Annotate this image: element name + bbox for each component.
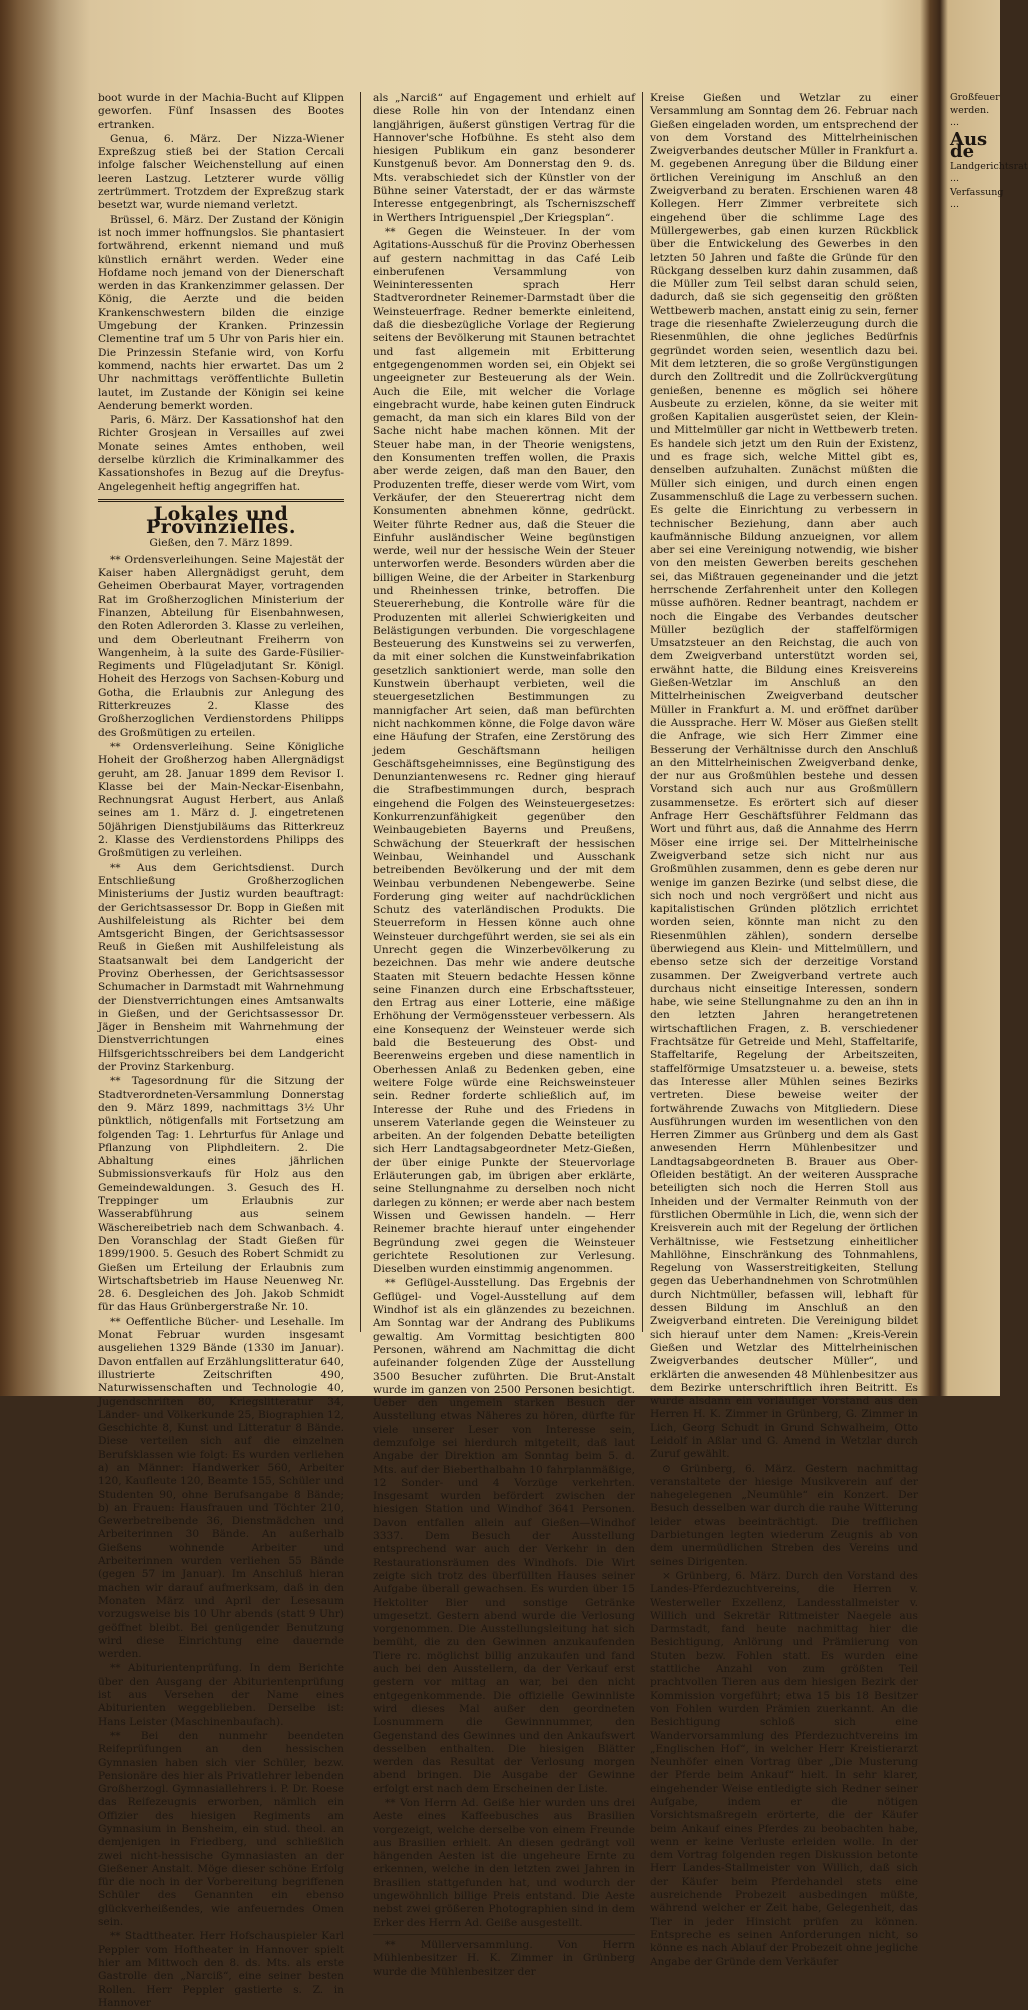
article-divider bbox=[373, 1934, 635, 1935]
binding-shadow bbox=[0, 0, 90, 1396]
column-rule bbox=[642, 92, 643, 1332]
article-text: ** Oeffentliche Bücher- und Lesehalle. Im Monat Februar wurden insgesamt ausgeliehen 1329 Bände (1330 im Januar). Davon entfallen auf Erzählungslitteratur 640, illustrierte Zeitschriften 490, Naturwissenschaften und Technologie 40, Jugendschriften 80, Kriegslitteratur 34, Länder- und Völkerkunde 25, Biographien 12, Geschichte 8, Kunst und Litteratur 8 Bände. Diese verteilen sich auf die einzelnen Berufsklassen wie folgt: Es wurden verliehen a) an Männer: Handwerker 560, Arbeiter 120, Kaufleute 120, Beamte 155, Schüler und Studenten 90, ohne Berufsangabe 8 Bände; b) an Frauen: Hausfrauen und Töchter 210, Gewerbetreibende 36, Dienstmädchen und Arbeiterinnen 30 Bände. An außerhalb Gießens wohnende Arbeiter und Arbeiterinnen wurden verliehen 55 Bände (gegen 57 im Januar). Im Anschluß hieran machen wir darauf aufmerksam, daß in den Monaten März und April der Lesesaum vorzugsweise bis 10 Uhr abends (statt 9 Uhr) geöffnet bleibt. Bei genügender Benutzung wird diese Einrichtung eine dauernde werden. bbox=[98, 1315, 344, 1661]
article-text: ** Ordensverleihungen. Seine Majestät der Kaiser haben Allergnädigst geruht, dem Geheimen Oberbaurat Mayer, vortragenden Rat im Großherzoglichen Ministerium der Finanzen, Abteilung für Eisenbahnwesen, den Roten Adlerorden 3. Klasse zu verleihen, und dem Oberleutnant Freiherrn von Wangenheim, à la suite des Garde-Füsilier-Regiments und Flügeladjutant Sr. Königl. Hoheit des Herzogs von Sachsen-Koburg und Gotha, die Erlaubnis zur Anlegung des Ritterkreuzes 2. Klasse des Großherzoglichen Verdienstordens Philipps des Großmütigen zu erteilen. bbox=[98, 553, 344, 739]
article-text: ** Aus dem Gerichtsdienst. Durch Entschließung Großherzoglichen Ministeriums der Justiz wurden beauftragt: der Gerichtsassessor Dr. Bopp in Gießen mit Aushilfeleistung als Richter bei dem Amtsgericht Bingen, der Gerichtsassessor Reuß in Gießen mit Aushilfeleistung als Staatsanwalt bei dem Landgericht der Provinz Oberhessen, der Gerichtsassessor Schumacher in Darmstadt mit Wahrnehmung der Dienstverrichtungen eines Amtsanwalts in Gießen, und der Gerichtsassessor Dr. Jäger in Bensheim mit Wahrnehmung der Dienstverrichtungen eines Hilfsgerichtsschreibers bei dem Landgericht der Provinz Starkenburg. bbox=[98, 861, 344, 1074]
article-text: ** Tagesordnung für die Sitzung der Stadtverordneten-Versammlung Donnerstag den 9. März 1899, nachmittags 3½ Uhr pünktlich, nötigenfalls mit Fortsetzung am folgenden Tag: 1. Lehrturfus für Anlage und Pflanzung von Pliphdleitern. 2. Die Abhaltung eines jährlichen Submissionsverkaufs für Holz aus den Gemeindewaldungen. 3. Gesuch des H. Treppinger um Erlaubnis zur Wasserabführung aus seinem Wäschereibetrieb nach dem Schwanbach. 4. Den Voranschlag der Stadt Gießen für 1899/1900. 5. Gesuch des Robert Schmidt zu Gießen um Erteilung der Erlaubnis zum Wirtschaftsbetrieb im Hause Neuenweg Nr. 28. 6. Desgleichen des Joh. Jakob Schmidt für das Haus Grünbergerstraße Nr. 10. bbox=[98, 1075, 344, 1314]
column-4-next-page bbox=[950, 92, 1028, 1382]
section-title: Lokales und Provinzielles. bbox=[146, 502, 296, 539]
article-text: ** Müllerversammlung. Von Herrn Mühlenbesitzer H. K. Zimmer in Grünberg wurde die Mühlenbesitzer der bbox=[373, 1938, 635, 1978]
article-text: ** Ordensverleihung. Seine Königliche Hoheit der Großherzog haben Allergnädigst geruht, am 28. Januar 1899 dem Revisor I. Klasse bei der Main-Neckar-Eisenbahn, Rechnungsrat August Herbert, aus Anlaß seines am 1. März d. J. eingetretenen 50jährigen Dienstjubiläums das Ritterkreuz 2. Klasse des Verdienstordens Philipps des Großmütigen zu verleihen. bbox=[98, 740, 344, 860]
article-text: Kreise Gießen und Wetzlar zu einer Versammlung am Sonntag dem 26. Februar nach Gießen eingeladen worden, um entsprechend der von dem Vorstand des Mittelrheinischen Zweigverbandes deutscher Müller in Frankfurt a. M. gegebenen Anregung über die Bildung einer örtlichen Vereinigung im Anschluß an den Zweigverband zu beraten. Erschienen waren 48 Kollegen. Herr Zimmer verbreitete sich eingehend über die schlimme Lage des Müllergewerbes, gab einen kurzen Rückblick über die Entwickelung des Gewerbes in den letzten 50 Jahren und faßte die Gründe für den Rückgang desselben kurz dahin zusammen, daß die Müller zum Teil selbst daran schuld seien, dadurch, daß sie sich gegenseitig den größten Wettbewerb machen, anstatt einig zu sein, ferner trage die riesenhafte Zwielerzeugung durch die Riesenmühlen, die ohne jegliches Bedürfnis gegründet worden seien, wesentlich dazu bei. Mit dem letzteren, die so große Vergünstigungen durch den Zolltredit und die Zollrückvergütung genießen, benenne es möglich sei höhere Ausbeute zu erzielen, könne, da sie weiter mit großen Kapitalien ausgerüstet seien, der Klein- und Mittelmüller gar nicht in Wettbewerb treten. Es handele sich jetzt um den Ruin der Existenz, und es frage sich, welche Mittel gibt es, denselben aufzuhalten. Zunächst müßten die Müller sich einigen, und durch einen engen Zusammenschluß die Lage zu verbessern suchen. Es gelte die Einrichtung zu verbessern in technischer Beziehung, dann aber auch kaufmännische Bildung anzueignen, vor allem aber sei eine Vereinigung notwendig, wie bisher von den meisten Gewerben bereits geschehen sei, das Mißtrauen gegeneinander und die jetzt herrschende Zerfahrenheit unter den Kollegen müsse aufhören. Redner beantragt, nachdem er noch die Eingabe des Verbandes deutscher Müller bezüglich der staffelförmigen Umsatzsteuer an den Reichstag, die auch von dem Zweigverband unterstützt worden sei, erwähnt hatte, die Bildung eines Kreisvereins Gießen-Wetzlar im Anschluß an den Mittelrheinischen Zweigverband deutscher Müller in Frankfurt a. M. und eröffnet darüber die Aussprache. Herr W. Möser aus Gießen stellt die Anfrage, wie sich Herr Zimmer eine Besserung der Verhältnisse durch den Anschluß an den Mittelrheinischen Zweigverband denke, der nur aus Großmühlen bestehe und dessen Vorstand sich auch nur aus Großmüllern zusammensetze. Es erörtert sich auf dieser Anfrage Herr Geschäftsführer Feldmann das Wort und führt aus, daß die Annahme des Herrn Möser eine irrige sei. Der Mittelrheinische Zweigverband setze sich nicht nur aus Großmühlen zusammen, denn es gebe deren nur wenige im ganzen Bezirke (und selbst diese, die sich noch und noch vergrößert und nicht aus kapitalistischen Gründen plötzlich errichtet worden seien, könnte man nicht zu den Riesenmühlen zählen), sondern derselbe überwiegend aus Klein- und Mittelmüllern, und ebenso setze sich der derzeitige Vorstand zusammen. Der Zweigverband vertrete auch durchaus nicht einseitige Interessen, sondern habe, wie seine Stellungnahme zu den an ihn in den letzten Jahren herangetretenen wirtschaftlichen Fragen, z. B. verschiedener Frachtsätze für Getreide und Mehl, Staffeltarife, Staffeltarife, Regelung der Arbeitszeiten, staffelförmige Umsatzsteuer u. a. beweise, stets das Interesse aller Mühlen seines Bezirks vertreten. Diese beweise weiter der fortwährende Zuwachs von Mitgliedern. Diese Ausführungen wurden im wesentlichen von den Herren Zimmer aus Grünberg und dem als Gast anwesenden Herrn Mühlenbesitzer und Landtagsabgeordneten B. Brauer aus Ober-Ofleiden bestätigt. An der weiteren Aussprache beteiligten sich noch die Herren Stoll aus Inheiden und der Vermalter Reinmuth von der fürstlichen Obermühle in Lich, die, wenn sich der Kreisverein auch mit der Regelung der örtlichen Verhältnisse, wie Festsetzung einheitlicher Mahllöhne, Einschränkung des Tohnmahlens, Regelung von Wasserstreitigkeiten, Stellung gegen das Ueberhandnehmen von Schrotmühlen durch Nichtmüller, befassen will, lebhaft für dessen Bildung im Anschluß an den Zweigverband eintreten. Die Vereinigung bildet sich hierauf unter dem Namen: „Kreis-Verein Gießen und Wetzlar des Mittelrheinischen Zweigverbandes deutscher Müller“, und erklärten die anwesenden 48 Mühlenbesitzer aus dem Bezirke unterschriftlich ihren Beitritt. Es wurde alsdann ein vorläufiger Vorstand aus den Herren H. K. Zimmer in Grünberg, G. Zimmer in Lich, Georg Schudt in Grund Schwalheim, Otto Leidolf in Aßlar und G. Amend in Wetzlar durch Zuruf gewählt. bbox=[650, 92, 918, 1461]
section-title: Aus de bbox=[950, 128, 988, 162]
article-text: ** Abiturientenprüfung. In dem Berichte über den Ausgang der Abiturientenprüfung ist aus Versehen der Name eines Abiturienten weggeblieben. Derselbe ist: Hans Leister (Maschinenbaufach). bbox=[98, 1662, 344, 1728]
column-3 bbox=[650, 92, 918, 1968]
article-text: ** Von Herrn Ad. Geiße hier wurden uns drei Aeste eines Kaffeebusches aus Brasilien vorgezeigt, welche derselbe von einem Freunde aus Brasilien erhielt. An diesen gedrängt voll hängenden Aesten ist die ungeheure Ernte zu erkennen, welche in den letzten zwei Jahren in Brasilien stattgefunden hat, und wodurch der ungewöhnlich billige Preis entstand. Die Aeste nebst zwei größeren Photographien sind in dem Erker des Herrn Ad. Geiße ausgestellt. bbox=[373, 1797, 635, 1929]
article-text: Genua, 6. März. Der Nizza-Wiener Expreßzug stieß bei der Station Cercali infolge falscher Weichenstellung auf einen leeren Lastzug. Letzterer wurde völlig zertrümmert. Trotzdem der Expreßzug stark besetzt war, wurde niemand verletzt. bbox=[98, 132, 344, 212]
article-text: ** Gegen die Weinsteuer. In der vom Agitations-Ausschuß für die Provinz Oberhessen auf gestern nachmittag in das Café Leib einberufenen Versammlung von Weininteressenten sprach Herr Stadtverordneter Reinemer-Darmstadt über die Weinsteuerfrage. Redner bemerkte einleitend, daß die diesbezügliche Vorlage der Regierung seitens der Bevölkerung mit Staunen betrachtet und fast allgemein mit Erbitterung entgegengenommen worden sei, ein Objekt sei ungeeigneter zur Besteuerung als der Wein. Auch die Eile, mit welcher die Vorlage eingebracht wurde, habe keinen guten Eindruck gemacht, da man sich ein klares Bild von der Sache nicht habe machen können. Mit der Steuer habe man, in der Theorie wenigstens, den Konsumenten treffen wollen, die Praxis aber werde zeigen, daß man den Bauer, den Produzenten treffe, dieser werde vom Wirt, vom Verkäufer, der den Steuerertrag nicht dem Konsumenten abnehmen könne, gedrückt. Weiter führte Redner aus, daß die Steuer die Einfuhr ausländischer Weine begünstigen werde, weil nur der hessische Wein der Steuer unterworfen werde. Besonders würden aber die billigen Weine, die der Arbeiter in Starkenburg und Rheinhessen trinke, betroffen. Die Steuererhebung, die Kontrolle wäre für die Produzenten mit allerlei Schwierigkeiten und Belästigungen verbunden. Die vorgeschlagene Besteuerung des Kunstweins sei zu verwerfen, da mit einer solchen die Kunstweinfabrikation gesetzlich sanktioniert werde, man solle den Kunstwein überhaupt verbieten, weil die steuergesetzlichen Bestimmungen zu mannigfacher Art seien, daß man befürchten nicht nachkommen könne, die Folge davon wäre eine Häufung der Strafen, eine Zerstörung des jedem Geschäftsmann heiligen Geschäftsgeheimnisses, eine Begünstigung des Denunziantenwesens rc. Redner ging hierauf die Strafbestimmungen durch, besprach eingehend die Folgen des Weinsteuergesetzes: Konkurrenzunfähigkeit gegenüber den Weinbaugebieten Bayerns und Preußens, Schwächung der Steuerkraft der hessischen Weinbau, Weinhandel und Ausschank betreibenden Bevölkerung und der mit dem Weinbau verbundenen Nebengewerbe. Seine Forderung ging weiter auf nachdrücklichen Schutz des vaterländischen Produkts. Die Steuerreform in Hessen könne auch ohne Weinsteuer durchgeführt werden, sie sei als ein Unrecht gegen die Winzerbevölkerung zu bezeichnen. Das mehr wie andere deutsche Staaten mit Steuern bedachte Hessen könne seine Finanzen durch eine Erbschaftssteuer, den Ertrag aus einer Lotterie, eine mäßige Erhöhung der Vermögenssteuer verbessern. Als eine Konsequenz der Weinsteuer werde sich bald die Besteuerung des Obst- und Beerenweins ergeben und diese namentlich in Oberhessen Anlaß zu Bedenken geben, eine weitere Folge würde eine Reichsweinsteuer sein. Redner forderte schließlich auf, im Interesse der Ruhe und des Friedens in unserem Vaterlande gegen die Weinsteuer zu arbeiten. An der folgenden Debatte beteiligten sich Herr Landtagsabgeordneter Metz-Gießen, der über einige Punkte der Steuervorlage Erläuterungen gab, im übrigen aber erklärte, seine Stellungnahme zu derselben noch nicht darlegen zu können; er werde aber nach bestem Wissen und Gewissen handeln. — Herr Reinemer brachte hierauf unter eingehender Begründung zwei gegen die Weinsteuer gerichtete Resolutionen zur Verlesung. Dieselben wurden einstimmig angenommen. bbox=[373, 225, 635, 1276]
article-text: ** Bei den nunmehr beendeten Reifeprüfungen an den hessischen Gymnasien haben sich vier Schüler, bezw. Pensionäre des hier als Privatlehrer lebenden Großherzogl. Gymnasiallehrers i. P. Dr. Roese das Reifezeugnis erworben, nämlich ein Offizier des hiesigen Regiments am Gymnasium in Bensheim, ein stud. theol. an demjenigen in Friedberg, und schließlich zwei nicht-hessische Gymnasiasten an der Gießener Anstalt. Möge dieser schöne Erfolg für die noch in der Vorbereitung begriffenen Schüler des Genannten ein ebenso glückverheißendes, wie anfeuerndes Omen sein. bbox=[98, 1729, 344, 1929]
article-text: boot wurde in der Machia-Bucht auf Klippen geworfen. Fünf Insassen des Bootes ertranken. bbox=[98, 92, 344, 131]
column-2 bbox=[373, 92, 635, 1978]
article-text: als „Narciß“ auf Engagement und erhielt auf diese Rolle hin von der Intendanz einen langjährigen, äußerst günstigen Vertrag für die Hannover'sche Hofbühne. Es steht also dem hiesigen Publikum ein ganz besonderer Kunstgenuß bevor. Am Donnerstag den 9. ds. Mts. verabschiedet sich der Künstler von der Bühne seiner Vaterstadt, der er das wärmste Interesse entgegenbringt, als Tscherniszscheff in Werthers Intriguenspiel „Der Kriegsplan“. bbox=[373, 92, 635, 224]
article-text: Brüssel, 6. März. Der Zustand der Königin ist noch immer hoffnungslos. Sie phantasiert fortwährend, erkennt niemand und muß künstlich ernährt werden. Weder eine Hofdame noch jemand von der Dienerschaft werden in das Krankenzimmer gelassen. Der König, die Aerzte und die beiden Krankenschwestern bilden die einzige Umgebung der Kranken. Prinzessin Clementine traf um 5 Uhr von Paris hier ein. Die Prinzessin Stefanie wird, von Korfu kommend, nachts hier erwartet. Das um 2 Uhr nachmittags veröffentlichte Bulletin lautet, im Zustande der Königin sei keine Aenderung bemerkt worden. bbox=[98, 213, 344, 412]
column-rule bbox=[360, 92, 361, 1332]
article-text: Verfassung ... bbox=[950, 186, 1004, 210]
article-text: ⊙ Grünberg, 6. März. Gestern nachmittag veranstaltete der hiesige Musikverein auf der nahegelegenen „Neumühle“ ein Konzert. Der Besuch desselben war durch die rauhe Witterung leider etwas beeinträchtigt. Die trefflichen Darbietungen legten wiederum Zeugnis ab von dem unermüdlichen Streben des Vereins und seines Dirigenten. bbox=[650, 1462, 918, 1568]
article-text: Großfeuer werden. ... bbox=[950, 92, 1000, 128]
article-text: × Grünberg, 6. März. Durch den Vorstand des Landes-Pferdezuchtvereins, die Herren v. Westerweller Exzellenz, Landesstallmeister v. Willich und Sekretär Rittmeister Naegele aus Darmstadt, fand heute nachmittag hier die Besichtigung, Anlörung und Prämiierung von Stuten bezw. Fohlen statt. Es wurden eine stattliche Anzahl von zum größten Teil prachtvollen Tieren aus dem hiesigen Bezirk der Kommission vorgeführt; etwa 15 bis 18 Besitzer von Fohlen wurden Prämien zuerkannt. An die Besichtigung schloß sich eine Wandervorsammlung des Pferdezuchtvereins im „Englischen Hof“, in welcher Herr Kreistierarzt Neunhöfer einen Vortrag über „Die Musterung der Pferde beim Ankauf“ hielt. In sehr klarer, eingehender Weise entledigte sich Redner seiner Aufgabe, indem er die nötigen Vorsichtsmaßregeln erörterte, die der Käufer beim Ankauf eines Pferdes zu beobachten habe, wenn er keine Verluste erleiden wolle. In der dem Vortrag folgenden regen Diskussion betonte Herr Landes-Stallmeister von Willich, daß sich der Käufer beim Pferdehandel stets eine ausreichende Probezeit ausbedingen müßte, während welcher er Zeit habe, Gelegenheit, das Tier in jeder Hinsicht prüfen zu können. Entspreche es seinen Anforderungen nicht, so könne es nach Ablauf der Probezeit ohne jegliche Angabe der Gründe dem Verkäufer bbox=[650, 1569, 918, 1968]
article-text: Paris, 6. März. Der Kassationshof hat den Richter Grosjean in Versailles auf zwei Monate seines Amtes enthoben, weil derselbe kürzlich die Kriminalkammer des Kassationshofes in Bezug auf die Dreyfus-Angelegenheit heftig angegriffen hat. bbox=[98, 414, 344, 493]
article-text: ** Stadttheater. Herr Hofschauspieler Karl Peppler vom Hoftheater in Hannover spielt hier am Mittwoch den 8. ds. Mts. als erste Gastrolle den „Narciß“, eine seiner besten Rollen. Herr Peppler gastierte s. Z. in Hannover bbox=[98, 1930, 344, 2009]
section-divider bbox=[98, 499, 344, 502]
article-text: ** Geflügel-Ausstellung. Das Ergebnis der Geflügel- und Vogel-Ausstellung auf dem Windhof ist als ein glänzendes zu bezeichnen. Am Sonntag war der Andrang des Publikums gewaltig. Am Vormittag besichtigten 800 Personen, während am Nachmittag die dicht aufeinander folgenden Züge der Ausstellung 3500 Besucher zuführten. Die Brut-Anstalt wurde im ganzen von 2500 Personen besichtigt. Ueber den ungemein starken Besuch der Ausstellung etwas Näheres zu hören, dürfte für viele unserer Leser von Interesse sein, demzufolge sei hierdurch mitgeteilt, daß laut Angabe der Direktion am Sonntag beim 5. d. Mts. auf der Bieberthalbahn 10 fahrplanmäßige, 12 Sonder- und 4 Vorzüge verkehrten. Insgesamt wurden befördert zwischen der hiesigen Station und Windhof 3641 Personen. Davon entfallen allein auf Gießen—Windhof 3337. Dem Besuch der Ausstellung entsprechend war auch der Verkehr in den Restaurationsräumen des Windhofs. Die Wirt zeigte sich trotz des überfüllten Hauses seiner Aufgabe überall gewachsen. Es wurden über 15 Hektoliter Bier und sonstige Getränke umgesetzt. Gestern abend wurde die Verlosung vorgenommen. Die Ausstellungsleitung hat sich bemüht, die zu den Gewinnen anzukaufenden Tiere rc. möglichst billig anzukaufen und fand auch bei den Ausstellern, da der Verkauf erst gestern vor mittag an war, bei den nicht entgegenkommende. Die offizielle Gewinnliste wird dieses Mal außer den geordneten Losnummern die Gewinnnummer, den Gegenstand des Gewinnes und den Ankaufswert desselben enthalten. Die hiesigen Blätter werden das Resultat der Verlosung morgen abend bringen. Die Ausgabe der Gewinne erfolgt erst nach dem Erscheinen der Liste. bbox=[373, 1277, 635, 1795]
column-1 bbox=[98, 92, 344, 2009]
dateline: Gießen, den 7. März 1899. bbox=[149, 536, 293, 549]
article-text: Landgerichtsrat ... bbox=[950, 160, 1028, 184]
